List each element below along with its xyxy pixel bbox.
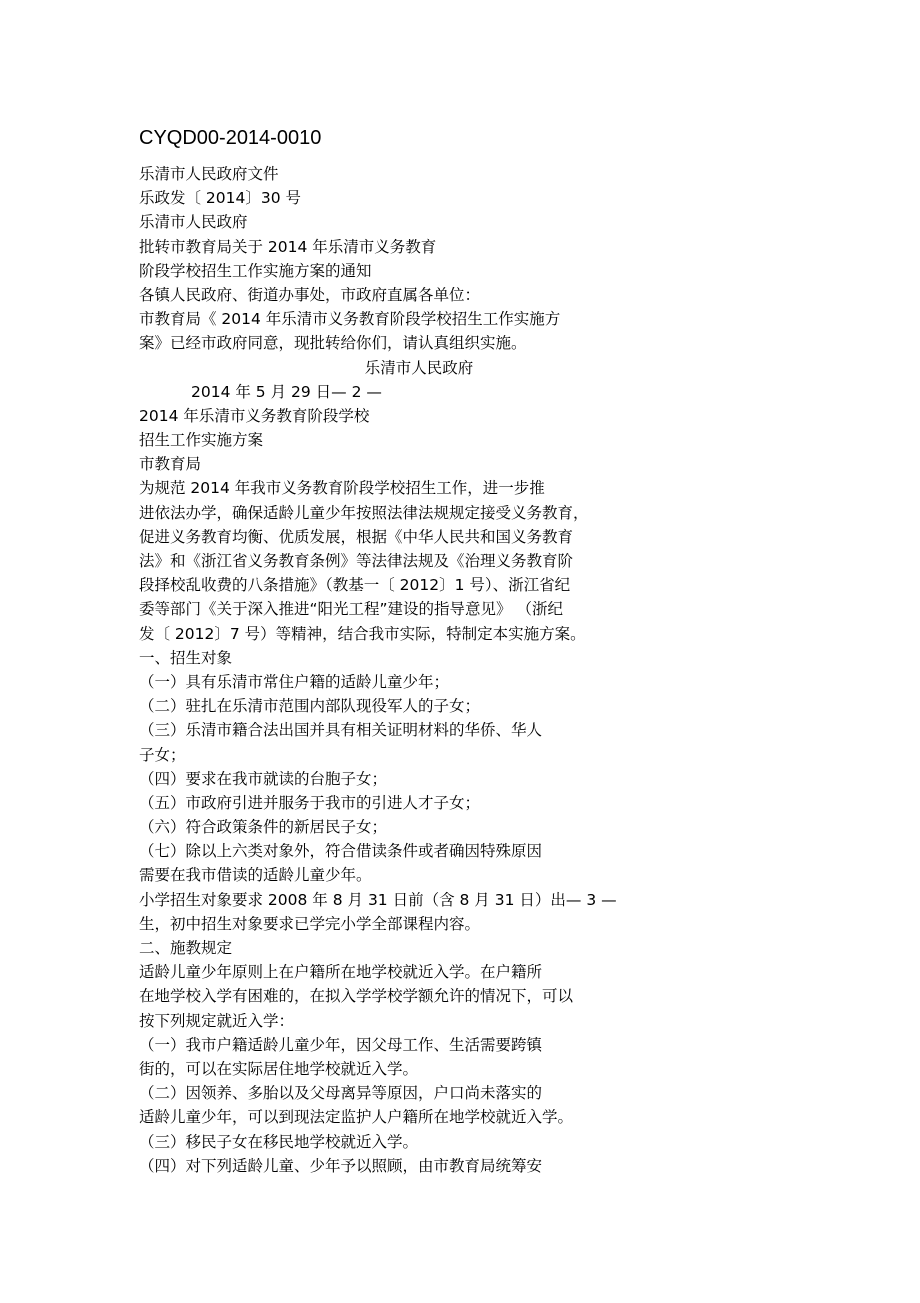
body-line: 招生工作实施方案: [139, 431, 264, 450]
body-line: 小学招生对象要求 2008 年 8 月 31 日前（含 8 月 31 日）出— 3 —: [139, 890, 617, 909]
body-line: 进依法办学，确保适龄儿童少年按照法律法规规定接受义务教育，: [139, 503, 589, 522]
body-line: （三）乐清市籍合法出国并具有相关证明材料的华侨、华人: [139, 721, 543, 740]
body-line: 生，初中招生对象要求已学完小学全部课程内容。: [139, 914, 481, 933]
body-line: （四）要求在我市就读的台胞子女；: [139, 769, 388, 788]
body-line: 乐清市人民政府文件: [139, 165, 279, 183]
body-line: 街的，可以在实际居住地学校就近入学。: [139, 1059, 419, 1078]
body-line: （三）移民子女在移民地学校就近入学。: [139, 1132, 419, 1151]
body-line: 乐清市人民政府: [139, 213, 248, 232]
body-line: （二）驻扎在乐清市范围内部队现役军人的子女；: [139, 697, 481, 716]
body-line: 需要在我市借读的适龄儿童少年。: [139, 866, 372, 885]
document-body: [139, 162, 779, 1178]
section-heading: 二、施教规定: [139, 939, 233, 957]
document-code: CYQD00-2014-0010: [139, 127, 322, 149]
body-line: 子女；: [139, 745, 186, 764]
body-line: 各镇人民政府、街道办事处，市政府直属各单位：: [139, 285, 481, 304]
body-line: 乐政发〔 2014〕30 号: [139, 189, 302, 208]
body-line: 批转市教育局关于 2014 年乐清市义务教育: [139, 237, 437, 256]
body-line: （四）对下列适龄儿童、少年予以照顾，由市教育局统筹安: [139, 1156, 543, 1175]
body-line: （一）具有乐清市常住户籍的适龄儿童少年；: [139, 672, 450, 691]
body-line: 发〔 2012〕7 号）等精神，结合我市实际，特制定本实施方案。: [139, 624, 586, 643]
body-line: 适龄儿童少年，可以到现法定监护人户籍所在地学校就近入学。: [139, 1108, 574, 1127]
body-line: 案》已经市政府同意，现批转给你们，请认真组织实施。: [139, 334, 527, 353]
body-line: 为规范 2014 年我市义务教育阶段学校招生工作，进一步推: [139, 479, 545, 498]
body-line: 市教育局《 2014 年乐清市义务教育阶段学校招生工作实施方: [139, 310, 561, 329]
body-line: 法》和《浙江省义务教育条例》等法律法规及《治理义务教育阶: [139, 552, 574, 570]
body-line: 段择校乱收费的八条措施》（教基一〔 2012〕1 号）、浙江省纪: [139, 576, 571, 595]
body-line: 在地学校入学有困难的，在拟入学学校学额允许的情况下，可以: [139, 987, 574, 1006]
body-line: 委等部门《关于深入推进“阳光工程”建设的指导意见》 （浙纪: [139, 600, 563, 619]
body-line: 适龄儿童少年原则上在户籍所在地学校就近入学。在户籍所: [139, 963, 543, 982]
body-line: （七）除以上六类对象外，符合借读条件或者确因特殊原因: [139, 842, 543, 861]
signature-date: 2014 年 5 月 29 日— 2 —: [191, 382, 382, 401]
body-line: 阶段学校招生工作实施方案的通知: [139, 261, 372, 280]
body-line: 市教育局: [139, 455, 202, 474]
body-line: （五）市政府引进并服务于我市的引进人才子女；: [139, 793, 481, 812]
body-line: （一）我市户籍适龄儿童少年，因父母工作、生活需要跨镇: [139, 1035, 543, 1054]
body-line: 2014 年乐清市义务教育阶段学校: [139, 406, 370, 425]
signature-issuer: 乐清市人民政府: [364, 358, 474, 377]
body-line: （六）符合政策条件的新居民子女；: [139, 818, 388, 837]
body-line: 按下列规定就近入学：: [139, 1011, 295, 1030]
section-heading: 一、招生对象: [139, 648, 233, 667]
body-line: （二）因领养、多胎以及父母离异等原因，户口尚未落实的: [139, 1084, 543, 1103]
body-line: 促进义务教育均衡、优质发展，根据《中华人民共和国义务教育: [139, 527, 574, 546]
